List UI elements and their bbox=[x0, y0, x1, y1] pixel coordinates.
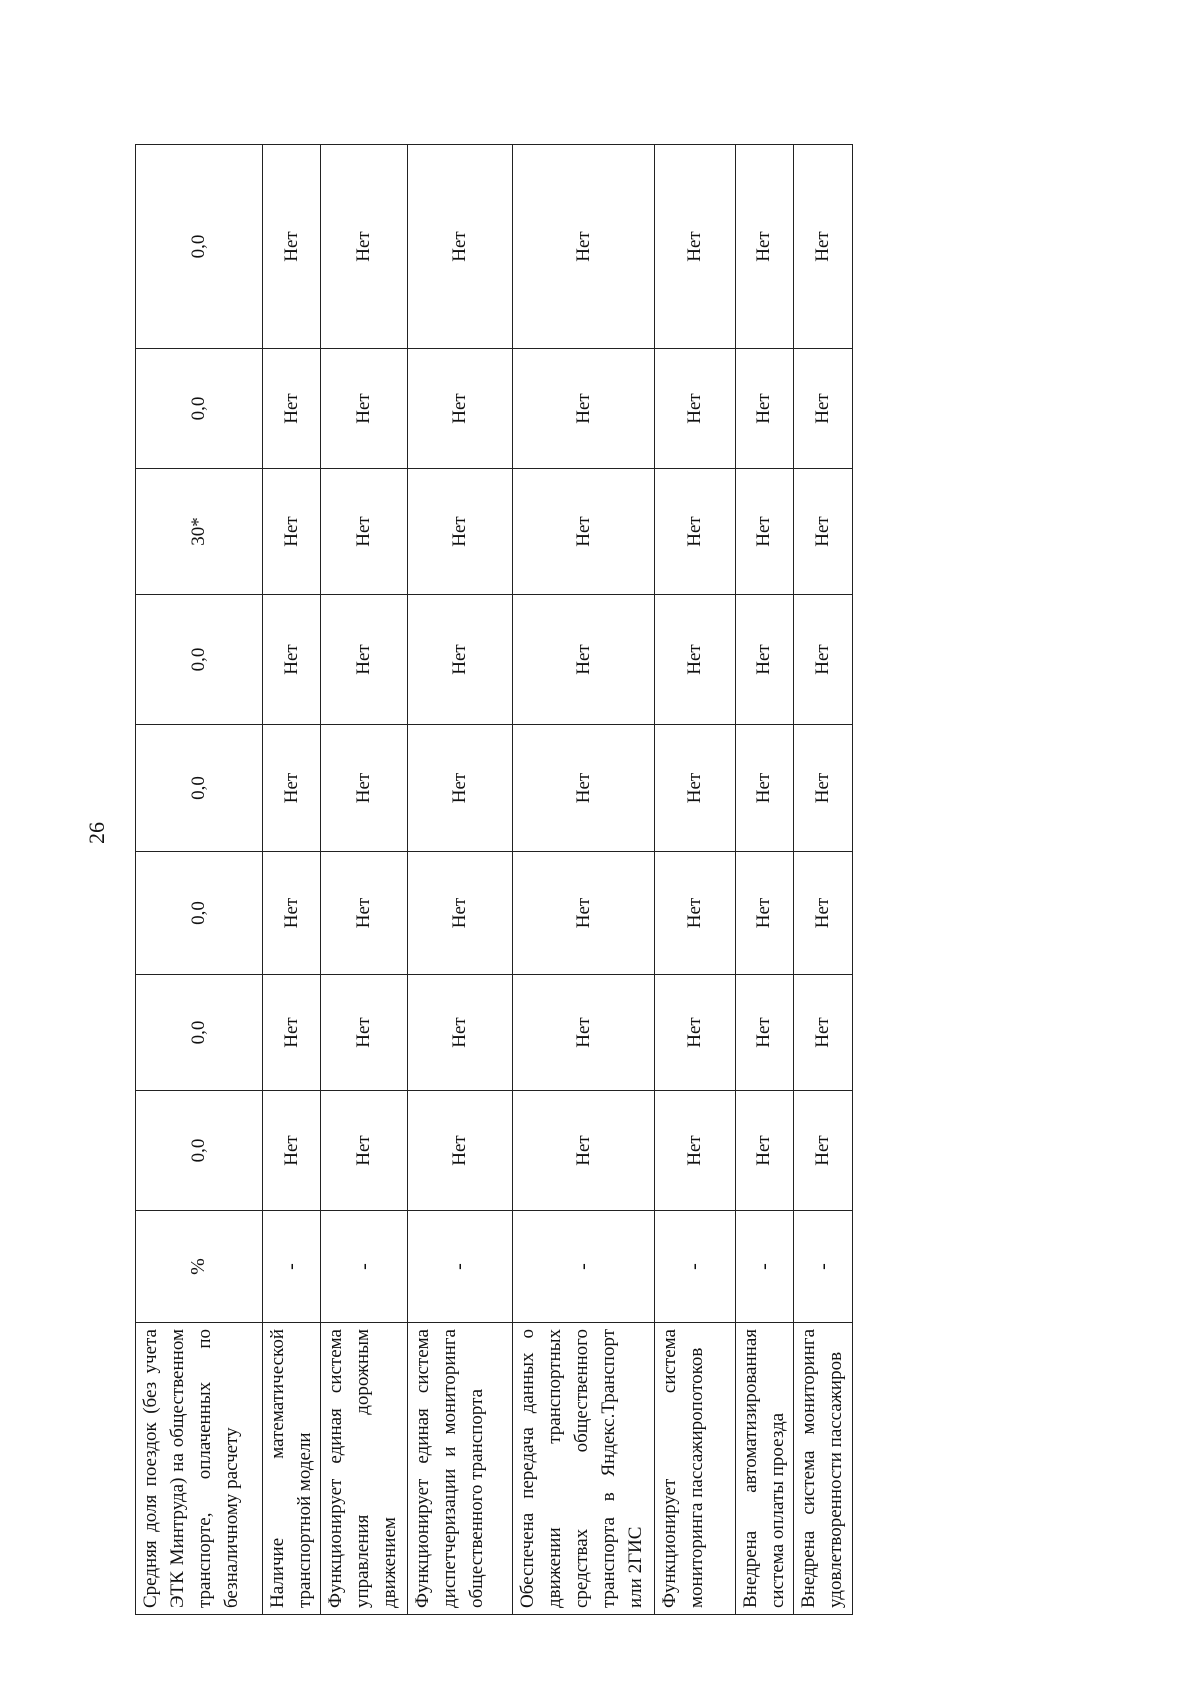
page-number: 26 bbox=[84, 822, 109, 844]
value-cell: Нет bbox=[321, 469, 408, 595]
value-cell: Нет bbox=[655, 725, 735, 852]
indicator-name: Внедрена автоматизированная система оплаты проезда bbox=[735, 1323, 794, 1615]
value-cell: Нет bbox=[735, 1091, 794, 1211]
value-cell: Нет bbox=[262, 725, 321, 852]
value-cell: Нет bbox=[407, 725, 512, 852]
value-cell: Нет bbox=[655, 975, 735, 1091]
value-cell: Нет bbox=[655, 1091, 735, 1211]
value-cell: Нет bbox=[735, 469, 794, 595]
unit-cell: - bbox=[407, 1211, 512, 1323]
table-row bbox=[321, 145, 408, 1615]
value-cell: Нет bbox=[321, 852, 408, 975]
unit-cell: % bbox=[136, 1211, 263, 1323]
value-cell: Нет bbox=[513, 852, 655, 975]
value-cell: Нет bbox=[513, 145, 655, 349]
table-row bbox=[136, 145, 263, 1615]
value-cell: Нет bbox=[513, 469, 655, 595]
value-cell: Нет bbox=[407, 145, 512, 349]
table-row bbox=[407, 145, 512, 1615]
value-cell: Нет bbox=[735, 145, 794, 349]
value-cell: Нет bbox=[407, 1091, 512, 1211]
unit-cell: - bbox=[513, 1211, 655, 1323]
indicators-table-container bbox=[135, 145, 853, 1615]
value-cell: Нет bbox=[513, 595, 655, 725]
value-cell: Нет bbox=[321, 1091, 408, 1211]
value-cell: Нет bbox=[513, 975, 655, 1091]
value-cell: Нет bbox=[794, 145, 853, 349]
value-cell: Нет bbox=[735, 349, 794, 469]
table-row bbox=[735, 145, 794, 1615]
value-cell: Нет bbox=[655, 852, 735, 975]
value-cell: Нет bbox=[321, 975, 408, 1091]
value-cell: 0,0 bbox=[136, 975, 263, 1091]
unit-cell: - bbox=[794, 1211, 853, 1323]
value-cell: 30* bbox=[136, 469, 263, 595]
value-cell: Нет bbox=[407, 349, 512, 469]
value-cell: Нет bbox=[655, 349, 735, 469]
value-cell: Нет bbox=[262, 975, 321, 1091]
indicator-name: Наличие математической транспортной модели bbox=[262, 1323, 321, 1615]
value-cell: Нет bbox=[513, 349, 655, 469]
value-cell: Нет bbox=[735, 725, 794, 852]
value-cell: Нет bbox=[655, 469, 735, 595]
value-cell: Нет bbox=[794, 852, 853, 975]
value-cell: Нет bbox=[321, 145, 408, 349]
value-cell: 0,0 bbox=[136, 1091, 263, 1211]
value-cell: Нет bbox=[262, 1091, 321, 1211]
value-cell: Нет bbox=[407, 975, 512, 1091]
value-cell: Нет bbox=[513, 1091, 655, 1211]
indicator-name: Функционирует единая система диспетчеризации и мониторинга общественного транспорта bbox=[407, 1323, 512, 1615]
indicator-name: Функционирует единая система управления дорожным движением bbox=[321, 1323, 408, 1615]
value-cell: Нет bbox=[794, 975, 853, 1091]
table-row bbox=[513, 145, 655, 1615]
indicator-name: Средняя доля поездок (без учета ЭТК Минтруда) на общественном транспорте, оплаченных по безналичному расчету bbox=[136, 1323, 263, 1615]
value-cell: Нет bbox=[262, 852, 321, 975]
value-cell: 0,0 bbox=[136, 725, 263, 852]
value-cell: Нет bbox=[794, 349, 853, 469]
value-cell: Нет bbox=[407, 469, 512, 595]
value-cell: Нет bbox=[735, 595, 794, 725]
indicators-table bbox=[135, 144, 853, 1615]
value-cell: Нет bbox=[321, 725, 408, 852]
unit-cell: - bbox=[321, 1211, 408, 1323]
table-row bbox=[655, 145, 735, 1615]
value-cell: Нет bbox=[794, 595, 853, 725]
value-cell: Нет bbox=[735, 975, 794, 1091]
value-cell: Нет bbox=[262, 145, 321, 349]
value-cell: Нет bbox=[321, 595, 408, 725]
value-cell: Нет bbox=[321, 349, 408, 469]
value-cell: 0,0 bbox=[136, 349, 263, 469]
value-cell: 0,0 bbox=[136, 595, 263, 725]
value-cell: Нет bbox=[794, 725, 853, 852]
value-cell: Нет bbox=[735, 852, 794, 975]
value-cell: Нет bbox=[513, 725, 655, 852]
value-cell: Нет bbox=[262, 469, 321, 595]
unit-cell: - bbox=[655, 1211, 735, 1323]
value-cell: Нет bbox=[794, 469, 853, 595]
value-cell: Нет bbox=[407, 595, 512, 725]
value-cell: Нет bbox=[262, 595, 321, 725]
unit-cell: - bbox=[735, 1211, 794, 1323]
indicator-name: Внедрена система мониторинга удовлетворенности пассажиров bbox=[794, 1323, 853, 1615]
value-cell: Нет bbox=[655, 145, 735, 349]
indicator-name: Обеспечена передача данных о движении транспортных средствах общественного транспорта в Яндекс.Транспорт или 2ГИС bbox=[513, 1323, 655, 1615]
unit-cell: - bbox=[262, 1211, 321, 1323]
indicator-name: Функционирует система мониторинга пассажиропотоков bbox=[655, 1323, 735, 1615]
value-cell: 0,0 bbox=[136, 852, 263, 975]
value-cell: Нет bbox=[407, 852, 512, 975]
table-row bbox=[262, 145, 321, 1615]
value-cell: Нет bbox=[262, 349, 321, 469]
value-cell: Нет bbox=[794, 1091, 853, 1211]
table-row bbox=[794, 145, 853, 1615]
value-cell: Нет bbox=[655, 595, 735, 725]
value-cell: 0,0 bbox=[136, 145, 263, 349]
